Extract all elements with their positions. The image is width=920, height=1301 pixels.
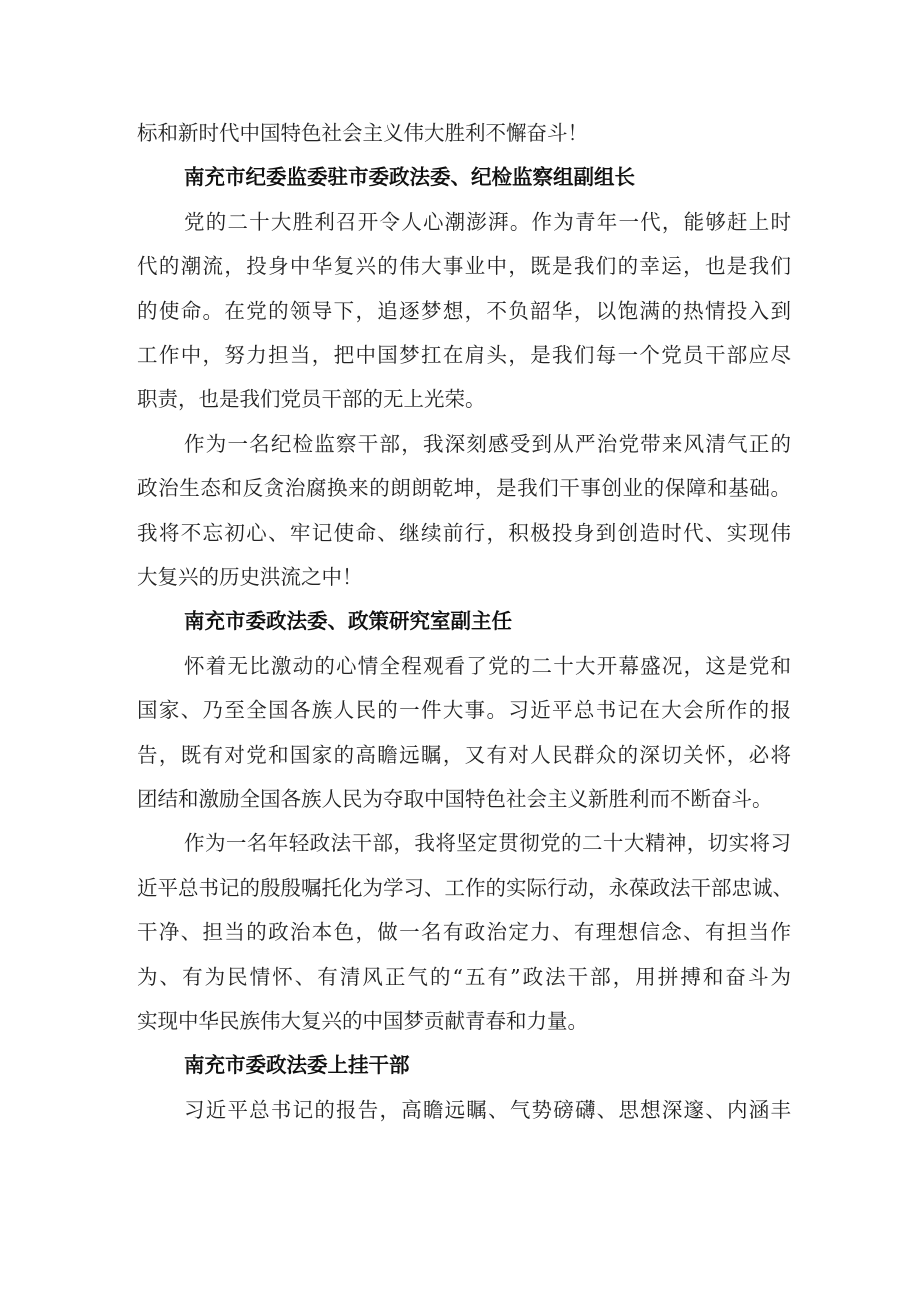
paragraph-line: 告，既有对党和国家的高瞻远瞩，又有对人民群众的深切关怀，必将 <box>137 742 791 767</box>
paragraph-line: 习近平总书记的报告，高瞻远瞩、气势磅礴、思想深邃、内涵丰 <box>184 1097 791 1122</box>
paragraph-line: 作为一名年轻政法干部，我将坚定贯彻党的二十大精神，切实将习 <box>184 831 791 856</box>
paragraph-line: 为、有为民情怀、有清风正气的“五有”政法干部，用拼搏和奋斗为 <box>137 964 791 989</box>
paragraph-line: 职责，也是我们党员干部的无上光荣。 <box>137 387 486 412</box>
paragraph-line: 党的二十大胜利召开令人心潮澎湃。作为青年一代，能够赶上时 <box>184 209 791 234</box>
paragraph-line: 大复兴的历史洪流之中！ <box>137 565 363 589</box>
section-heading: 南充市委政法委上挂干部 <box>184 1053 410 1078</box>
paragraph-line: 作为一名纪检监察干部，我深刻感受到从严治党带来风清气正的 <box>184 431 791 456</box>
paragraph-line: 政治生态和反贪治腐换来的朗朗乾坤，是我们干事创业的保障和基础。 <box>137 476 791 501</box>
section-heading: 南充市纪委监委驻市委政法委、纪检监察组副组长 <box>184 165 635 190</box>
paragraph-line: 标和新时代中国特色社会主义伟大胜利不懈奋斗！ <box>137 121 588 145</box>
paragraph-line: 的使命。在党的领导下，追逐梦想，不负韶华，以饱满的热情投入到 <box>137 298 791 323</box>
paragraph-line: 代的潮流，投身中华复兴的伟大事业中，既是我们的幸运，也是我们 <box>137 254 791 279</box>
paragraph-line: 团结和激励全国各族人民为夺取中国特色社会主义新胜利而不断奋斗。 <box>137 787 773 811</box>
paragraph-line: 国家、乃至全国各族人民的一件大事。习近平总书记在大会所作的报 <box>137 698 791 723</box>
section-heading: 南充市委政法委、政策研究室副主任 <box>184 609 512 634</box>
paragraph-line: 工作中，努力担当，把中国梦扛在肩头，是我们每一个党员干部应尽 <box>137 343 791 367</box>
paragraph-line: 近平总书记的殷殷嘱托化为学习、工作的实际行动，永葆政法干部忠诚、 <box>137 875 793 900</box>
paragraph-line: 实现中华民族伟大复兴的中国梦贡献青春和力量。 <box>137 1009 588 1033</box>
paragraph-line: 我将不忘初心、牢记使命、继续前行，积极投身到创造时代、实现伟 <box>137 520 791 545</box>
paragraph-line: 怀着无比激动的心情全程观看了党的二十大开幕盛况，这是党和 <box>184 653 791 678</box>
paragraph-line: 干净、担当的政治本色，做一名有政治定力、有理想信念、有担当作 <box>137 920 791 945</box>
